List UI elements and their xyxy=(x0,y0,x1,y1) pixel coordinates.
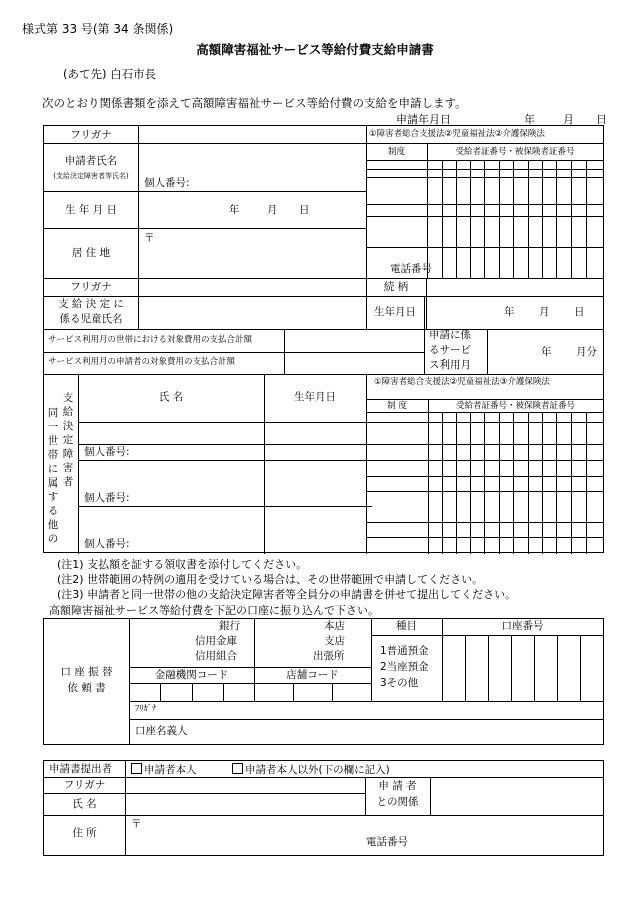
bank-transfer-label-2: 依 頼 書 xyxy=(67,682,106,694)
applicant-phone-label: 電話番号 xyxy=(390,263,432,275)
applicant-furigana-label: フリガナ xyxy=(70,129,112,141)
submitter-option-self[interactable] xyxy=(131,763,197,776)
account-type-header: 種目 xyxy=(396,620,417,632)
child-birth-year: 年 xyxy=(504,306,515,318)
household-personal-number-2: 個人番号: xyxy=(84,492,130,504)
account-type-ordinary: 1普通預金 xyxy=(380,645,429,657)
service-month-label-3: ス利用月 xyxy=(429,359,471,371)
submitter-address-label: 住 所 xyxy=(72,827,97,839)
service-month-label-1: 申請に係 xyxy=(429,329,471,341)
form-code: 様式第 33 号(第 34 条関係) xyxy=(22,22,174,36)
applicant-birthdate-label: 生 年 月 日 xyxy=(64,204,117,216)
institution-code-label: 金融機関コード xyxy=(154,669,229,681)
account-type-other: 3その他 xyxy=(380,677,419,689)
application-date-day: 日 xyxy=(596,113,607,126)
submitter-relation-label-2: との関係 xyxy=(376,796,419,808)
intro-text: 次のとおり関係書類を添えて高額障害福祉サービス等給付費の支給を申請します。 xyxy=(42,96,467,110)
account-type-current: 2当座預金 xyxy=(380,661,429,673)
household-personal-number-1: 個人番号: xyxy=(84,446,130,458)
submitter-label: 申請書提出者 xyxy=(49,763,112,775)
application-date-label: 申請年月日 xyxy=(396,113,451,126)
applicant-postal-mark: 〒 xyxy=(144,232,155,244)
applicant-cert-number-header: 受給者証番号・被保険者証番号 xyxy=(455,147,575,157)
child-name-label-1: 支 給 決 定 に xyxy=(58,298,124,310)
applicant-law-header: ①障害者総合支援法②児童福祉法②介護保険法 xyxy=(369,129,545,139)
household-birthdate-header: 生年月日 xyxy=(294,391,336,403)
household-system-header: 制 度 xyxy=(387,401,407,411)
household-cert-number-header: 受給者証番号・被保険者証番号 xyxy=(455,401,575,411)
branch-type-branch: 支店 xyxy=(324,635,345,647)
submitter-relation-label-1: 申 請 者 xyxy=(378,780,417,792)
submitter-table xyxy=(43,760,604,856)
application-date-month: 月 xyxy=(563,113,574,126)
household-law-header: ①障害者総合支援法②児童福祉法③介護保険法 xyxy=(374,377,550,387)
main-form-table xyxy=(43,125,604,553)
child-birth-day: 日 xyxy=(574,306,585,318)
child-furigana-label: フリガナ xyxy=(70,281,112,293)
branch-type-office: 出張所 xyxy=(313,650,345,662)
submitter-furigana-label: フリガナ xyxy=(63,779,106,791)
applicant-personal-number-label: 個人番号: xyxy=(144,177,190,189)
applicant-total-label: サービス利用月の申請者の対象費用の支払合計額 xyxy=(48,357,236,367)
applicant-birth-month: 月 xyxy=(267,204,278,216)
bank-type-shinkin: 信用金庫 xyxy=(195,635,237,647)
service-month-label-2: るサービ xyxy=(429,344,471,356)
note-2: (注2) 世帯範囲の特例の適用を受けている場合は、その世帯範囲で申請してください。 xyxy=(57,573,484,586)
addressee: (あて先) 白石市長 xyxy=(63,67,157,81)
applicant-address-label: 居 住 地 xyxy=(71,247,111,259)
child-birthdate-label: 生年月日 xyxy=(374,306,416,318)
note-3: (注3) 申請者と同一世帯の他の支給決定障害者等全員分の申請書を併せて提出してください。 xyxy=(57,588,517,601)
household-side-label-2: 支給決定障害者 xyxy=(62,392,74,488)
submitter-name-label: 氏 名 xyxy=(72,798,97,810)
account-number-header: 口座番号 xyxy=(501,620,544,632)
branch-code-label: 店舗コード xyxy=(286,669,339,681)
submitter-option-other-label: 申請者本人以外(下の欄に記入) xyxy=(245,764,390,776)
submitter-postal-mark: 〒 xyxy=(131,818,142,830)
household-personal-number-3: 個人番号: xyxy=(84,538,130,550)
bank-transfer-table xyxy=(43,618,604,745)
submitter-option-other[interactable] xyxy=(232,763,390,776)
household-side-label-1: 同一世帯に属する他の xyxy=(47,407,59,545)
applicant-system-header: 制度 xyxy=(387,147,405,157)
child-name-label-2: 係る児童氏名 xyxy=(59,313,123,325)
child-relation-label: 続 柄 xyxy=(383,281,409,293)
bank-type-bank: 銀行 xyxy=(219,620,240,632)
service-month-year: 年 xyxy=(541,346,552,358)
checkbox-self[interactable] xyxy=(131,763,142,774)
note-1: (注1) 支払額を証する領収書を添付してください。 xyxy=(57,558,308,571)
bank-transfer-label-1: 口 座 振 替 xyxy=(60,666,113,678)
submitter-option-self-label: 申請者本人 xyxy=(144,764,197,776)
branch-type-main: 本店 xyxy=(324,620,345,632)
checkbox-other[interactable] xyxy=(232,763,243,774)
applicant-birth-day: 日 xyxy=(299,204,310,216)
bank-type-kumiai: 信用組合 xyxy=(195,650,237,662)
applicant-birth-year: 年 xyxy=(229,204,240,216)
household-name-header: 氏 名 xyxy=(158,391,184,403)
account-holder-furigana-label: ﾌﾘｶﾞﾅ xyxy=(135,704,157,714)
transfer-instruction: 高額障害福祉サービス等給付費を下記の口座に振り込んで下さい。 xyxy=(49,604,379,617)
child-birth-month: 月 xyxy=(539,306,550,318)
account-holder-label: 口座名義人 xyxy=(135,725,188,737)
form-title: 高額障害福祉サービス等給付費支給申請書 xyxy=(196,42,434,57)
applicant-name-note: (支給決定障害者等氏名) xyxy=(53,172,129,180)
household-total-label: サービス利用月の世帯における対象費用の支払合計額 xyxy=(48,335,253,345)
applicant-name-label: 申請者氏名 xyxy=(64,155,118,167)
submitter-phone-label: 電話番号 xyxy=(366,836,408,848)
service-month-suffix: 月分 xyxy=(576,346,597,358)
application-date-year: 年 xyxy=(524,113,535,126)
